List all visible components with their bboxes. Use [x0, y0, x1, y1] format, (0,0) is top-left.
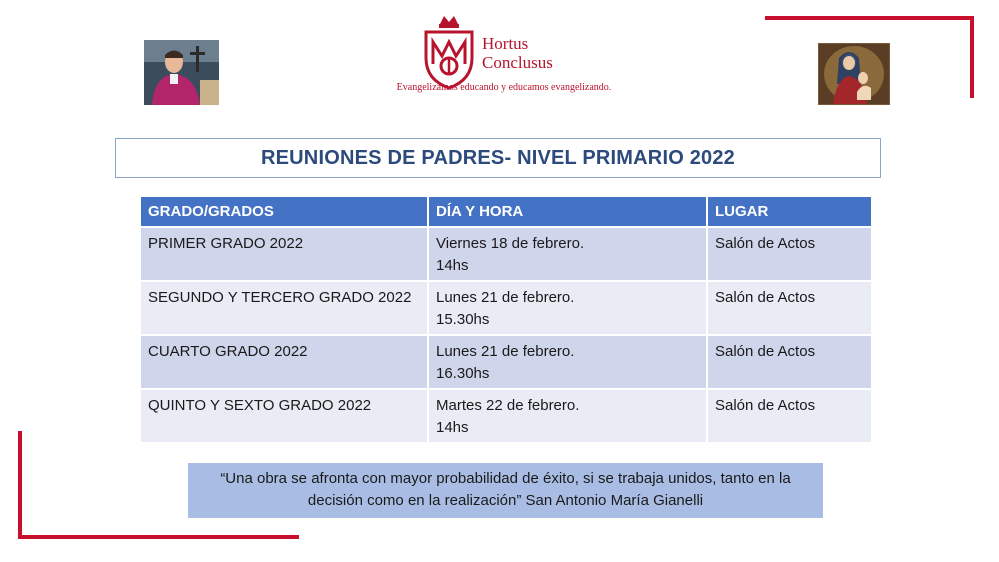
table-row — [141, 335, 871, 389]
cell-lugar: Salón de Actos — [707, 389, 871, 443]
school-logo — [384, 10, 624, 100]
page-title: REUNIONES DE PADRES- NIVEL PRIMARIO 2022 — [260, 146, 736, 169]
cell-dia: Viernes 18 de febrero. — [436, 235, 585, 252]
cell-dia-hora — [428, 335, 707, 389]
cell-hora: 15.30hs — [436, 311, 490, 328]
cell-dia-hora — [428, 389, 707, 443]
cell-dia-hora — [428, 227, 707, 281]
cell-grado: SEGUNDO Y TERCERO GRADO 2022 — [141, 281, 428, 335]
cell-hora: 14hs — [436, 419, 469, 436]
header-lugar: LUGAR — [707, 197, 871, 227]
cell-lugar: Salón de Actos — [707, 227, 871, 281]
table-header-row — [141, 197, 871, 227]
table-row — [141, 227, 871, 281]
table-row — [141, 281, 871, 335]
meetings-table — [141, 197, 871, 444]
cell-grado: CUARTO GRADO 2022 — [141, 335, 428, 389]
cell-dia: Martes 22 de febrero. — [436, 397, 580, 414]
portrait-madonna-image — [818, 43, 890, 105]
header-grado: GRADO/GRADOS — [141, 197, 428, 227]
cell-dia-hora — [428, 281, 707, 335]
cell-lugar: Salón de Actos — [707, 281, 871, 335]
cell-hora: 14hs — [436, 257, 469, 274]
cell-dia: Lunes 21 de febrero. — [436, 289, 575, 306]
cell-dia: Lunes 21 de febrero. — [436, 343, 575, 360]
title-box — [115, 138, 881, 178]
crest-icon — [420, 14, 478, 90]
brand-name — [482, 34, 622, 72]
cell-hora: 16.30hs — [436, 365, 490, 382]
quote-box: “Una obra se afronta con mayor probabilidad de éxito, si se trabaja unidos, tanto en la decisión como en la realización” San Antonio María Gianelli — [188, 463, 823, 518]
cell-grado: PRIMER GRADO 2022 — [141, 227, 428, 281]
slogan: Evangelizamos educando y educamos evangelizando. — [396, 82, 612, 93]
cell-lugar: Salón de Actos — [707, 335, 871, 389]
brand-name-line1: Hortus — [482, 34, 529, 53]
table-row — [141, 389, 871, 443]
header-dia-hora: DÍA Y HORA — [428, 197, 707, 227]
brand-name-line2: Conclusus — [482, 53, 553, 72]
portrait-saint-image — [144, 40, 219, 105]
cell-grado: QUINTO Y SEXTO GRADO 2022 — [141, 389, 428, 443]
